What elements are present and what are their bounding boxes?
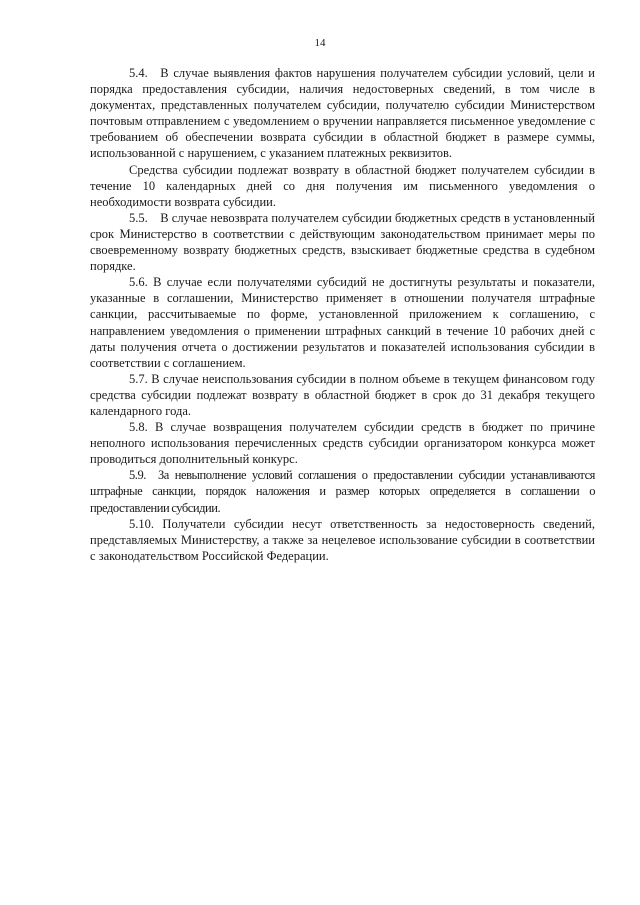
paragraph-5-4-return-term: Средства субсидии подлежат возврату в областной бюджет получателем субсидии в течение 10 календарных дней со дня получения им письменного уведомления о необходимости возврата субсидии. [90, 162, 595, 209]
paragraph-5-9: 5.9. За невыполнение условий соглашения о предоставлении субсидии устанавливаются штрафные санкции, порядок наложения и размер которых определяется в соглашении о предоставлении субсидии. [90, 468, 595, 515]
document-body [90, 65, 595, 564]
paragraph-5-10: 5.10. Получатели субсидии несут ответственность за недостоверность сведений, представляемых Министерству, а также за нецелевое использование субсидии в соответствии с законодательством Российской Федерации. [90, 516, 595, 563]
paragraph-5-4: 5.4. В случае выявления фактов нарушения получателем субсидии условий, цели и порядка предоставления субсидии, наличия недостоверных сведений, в том числе в документах, представленных получателем субсидии, получателю субсидии Министерством почтовым отправлением с уведомлением о вручении направляется письменное уведомление с требованием об обеспечении возврата субсидии в областной бюджет в размере суммы, использованной с нарушением, с указанием платежных реквизитов. [90, 66, 595, 161]
paragraph-5-5: 5.5. В случае невозврата получателем субсидии бюджетных средств в установленный срок Министерство в соответствии с действующим законодательством принимает меры по своевременному возврату бюджетных средств, взыскивает бюджетные средства в судебном порядке. [90, 210, 595, 274]
page-number: 14 [314, 37, 326, 49]
paragraph-5-8: 5.8. В случае возвращения получателем субсидии средств в бюджет по причине неполного использования перечисленных средств субсидии организатором конкурса может проводиться дополнительный конкурс. [90, 420, 595, 467]
paragraph-5-6: 5.6. В случае если получателями субсидий не достигнуты результаты и показатели, указанные в соглашении, Министерство применяет в отношении получателя штрафные санкции, рассчитываемые по форме, установленной приложением к соглашению, с направлением уведомления о применении штрафных санкций в течение 10 рабочих дней с даты получения отчета о достижении результатов и показателей использования субсидии в соответствии с соглашением. [90, 275, 595, 370]
paragraph-5-7: 5.7. В случае неиспользования субсидии в полном объеме в текущем финансовом году средства субсидии подлежат возврату в областной бюджет в срок до 31 декабря текущего календарного года. [90, 371, 595, 418]
